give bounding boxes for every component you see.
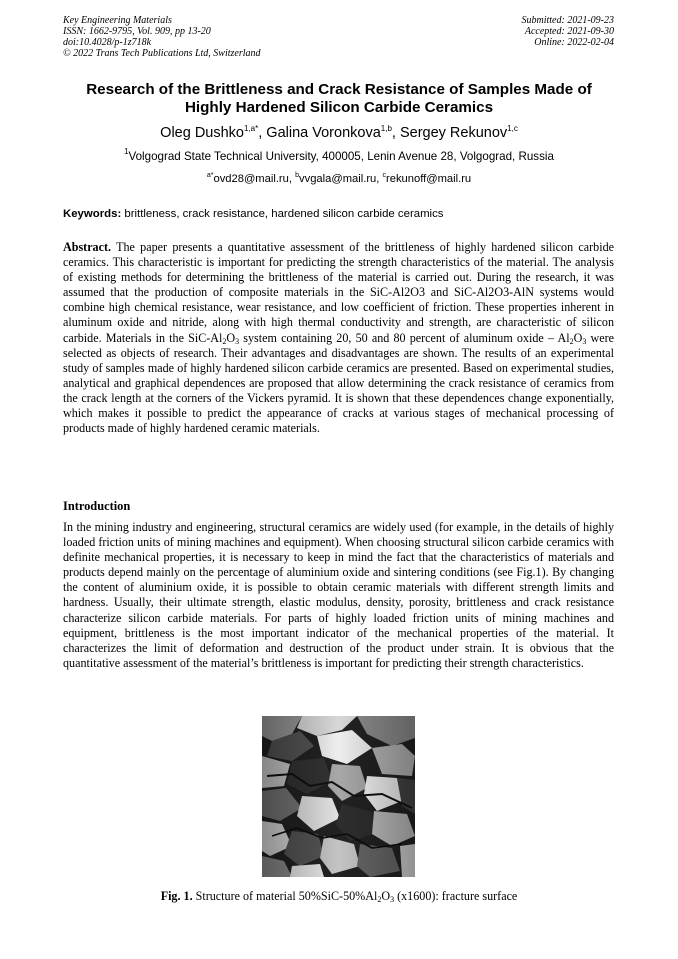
email-mark: a* xyxy=(206,172,214,179)
subscript: 2 xyxy=(569,336,574,346)
author-name: Sergey Rekunov xyxy=(399,125,508,141)
author-affil-mark: 1,c xyxy=(507,124,518,133)
subscript: 3 xyxy=(582,336,587,346)
email-link[interactable]: ovd28@mail.ru xyxy=(213,173,289,185)
abstract-text: system containing 20, 50 and 80 percent of aluminum oxide – Al xyxy=(239,330,570,345)
email-mark: b xyxy=(295,172,300,179)
author-affil-mark: 1,a* xyxy=(244,124,259,133)
paper-title: Research of the Brittleness and Crack Resistance of Samples Made of Highly Hardened Silicon Carbide Ceramics xyxy=(86,81,592,116)
section-heading-introduction: Introduction xyxy=(63,499,131,513)
submission-dates xyxy=(522,15,615,48)
caption-text: O xyxy=(381,889,391,903)
author-name: Galina Voronkova xyxy=(266,125,381,141)
issn-line: ISSN: 1662-9795, Vol. 909, pp 13-20 xyxy=(63,26,211,37)
email-link[interactable]: vvgala@mail.ru xyxy=(299,173,377,185)
caption-text: (x1600): fracture surface xyxy=(394,889,518,903)
email-separator: , xyxy=(288,173,296,185)
subscript: 2 xyxy=(222,336,227,346)
affiliation-text: Volgograd State Technical University, 400005, Lenin Avenue 28, Volgograd, Russia xyxy=(128,150,554,163)
submitted-date: Submitted: 2021-09-23 xyxy=(521,15,614,26)
affiliation xyxy=(63,147,615,164)
abstract-text: O xyxy=(226,330,236,345)
email-mark: c xyxy=(382,172,386,179)
keywords-text: brittleness, crack resistance, hardened silicon carbide ceramics xyxy=(121,208,444,220)
fracture-surface-micrograph xyxy=(262,716,415,877)
accepted-date: Accepted: 2021-09-30 xyxy=(524,26,614,37)
author-affil-mark: 1,b xyxy=(380,124,392,133)
abstract-label: Abstract. xyxy=(63,240,112,254)
copyright-line: © 2022 Trans Tech Publications Ltd, Switzerland xyxy=(63,48,261,59)
email-link[interactable]: rekunoff@mail.ru xyxy=(386,173,472,185)
introduction-text: In the mining industry and engineering, structural ceramics are widely used (for example, in the details of highly loaded friction units of mining machines and equipment). When choosing structural silicon carbide ceramics with definite mechanical properties, it is necessary to keep in mind the fact that the characteristics of materials and products depend mainly on the percentage of aluminium oxide and sintering conditions (see Fig.1). By changing the content of aluminium oxide, it is possible to obtain ceramic materials with different strength limits and hardness. Usually, their ultimate strength, elastic modulus, density, porosity, brittleness and crack resistance characterize silicon carbide materials. For parts of highly loaded friction units of mining machines and equipment, brittleness is the most important indicator of the mechanical properties of the material. It characterizes the limit of deformation and destruction of the product under strain. It is obvious that the quantitative assessment of the material’s brittleness is important for predicting their strength characteristics. xyxy=(63,520,614,670)
email-list xyxy=(63,172,615,186)
abstract xyxy=(63,240,614,436)
figure-label: Fig. 1. xyxy=(160,889,193,903)
subscript: 2 xyxy=(377,895,382,904)
subscript: 3 xyxy=(390,895,395,904)
keywords-label: Keywords: xyxy=(63,208,122,220)
author-separator: , xyxy=(258,125,267,141)
affiliation-mark: 1 xyxy=(124,147,129,156)
abstract-text: O xyxy=(573,330,583,345)
author-separator: , xyxy=(391,125,400,141)
journal-info xyxy=(63,15,261,59)
abstract-text: were selected as objects of research. Their advantages and disadvantages are shown. The results of an experimental study of samples made of highly hardened silicon carbide ceramics are presented. Based on experimental studies, analytical and graphical dependences are proposed that allow determining the crack resistance of ceramics from the crack length at the corners of the Vickers pyramid. It is shown that these dependences change exponentially, which makes it possible to predict the appearance of cracks at various stages of mechanical processing of products made of highly hardened ceramic materials. xyxy=(63,330,615,436)
abstract-text: The paper presents a quantitative assessment of the brittleness of highly hardened silicon carbide ceramics. This characteristic is important for predicting the strength characteristics of the material. The analysis of existing methods for determining the brittleness of the material is carried out. During the research, it was assumed that the production of composite materials in the SiC-Al2O3 and SiC-Al2O3-AlN systems would combine high chemical resistance, wear resistance, and low coefficient of friction. These properties inherent in aluminum oxide and nitride, along with high thermal conductivity and strength, are characteristic of silicon carbide. Materials in the SiC-Al xyxy=(63,240,614,345)
keywords xyxy=(63,207,615,221)
caption-text: Structure of material 50%SiC-50%Al xyxy=(192,889,378,903)
journal-name: Key Engineering Materials xyxy=(63,15,172,26)
author-name: Oleg Dushko xyxy=(160,125,244,141)
figure-caption xyxy=(63,889,615,904)
online-date: Online: 2022-02-04 xyxy=(534,37,614,48)
subscript: 3 xyxy=(235,336,240,346)
author-list xyxy=(63,124,615,142)
email-separator: , xyxy=(376,173,383,185)
doi-line: doi:10.4028/p-1z718k xyxy=(63,37,152,48)
